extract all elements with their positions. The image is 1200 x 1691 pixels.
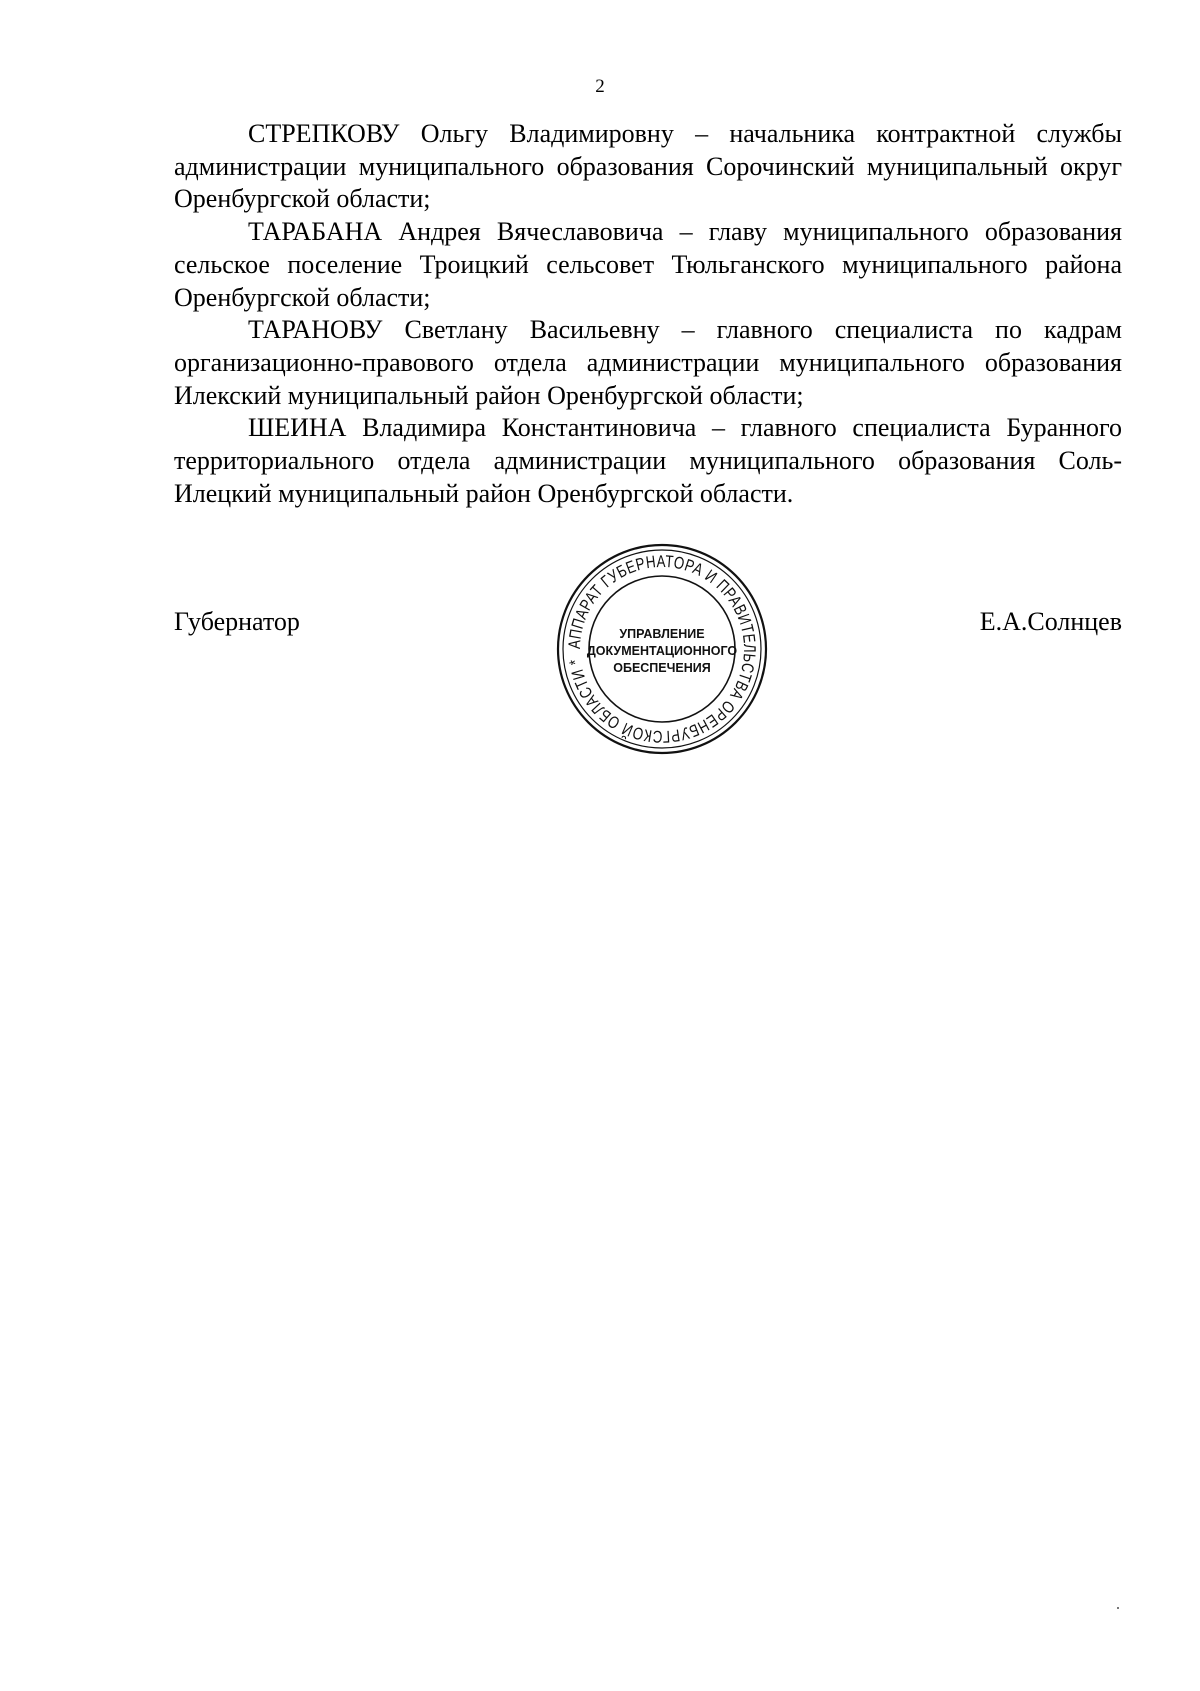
signatory-position: Губернатор	[174, 607, 300, 636]
paragraph-taranova: ТАРАНОВУ Светлану Васильевну – главного специалиста по кадрам организационно-правового отдела администрации муниципального образования Илекский муниципальный район Оренбургской области;	[174, 315, 1122, 410]
paragraph-tarabana: ТАРАБАНА Андрея Вячеславовича – главу муниципального образования сельское поселение Троицкий сельсовет Тюльганского муниципального района Оренбургской области;	[174, 217, 1122, 312]
seal-ring-text: АППАРАТ ГУБЕРНАТОРА И ПРАВИТЕЛЬСТВА ОРЕНБУРГСКОЙ ОБЛАСТИ *	[564, 551, 760, 747]
seal-line-1: УПРАВЛЕНИЕ	[619, 627, 705, 641]
official-seal	[553, 540, 771, 758]
signatory-name: Е.А.Солнцев	[979, 607, 1122, 636]
paragraph-sheina: ШЕИНА Владимира Константиновича – главного специалиста Буранного территориального отдела администрации муниципального образования Соль-Илецкий муниципальный район Оренбургской области.	[174, 413, 1122, 508]
seal-center-text	[553, 626, 771, 677]
scan-speck	[1117, 1607, 1119, 1609]
paragraph-strepkova: СТРЕПКОВУ Ольгу Владимировну – начальника контрактной службы администрации муниципального образования Сорочинский муниципальный округ Оренбургской области;	[174, 119, 1122, 214]
seal-line-2: ДОКУМЕНТАЦИОННОГО	[586, 644, 738, 658]
page-number: 2	[595, 76, 605, 97]
seal-line-3: ОБЕСПЕЧЕНИЯ	[613, 661, 711, 675]
document-body	[174, 118, 1122, 510]
